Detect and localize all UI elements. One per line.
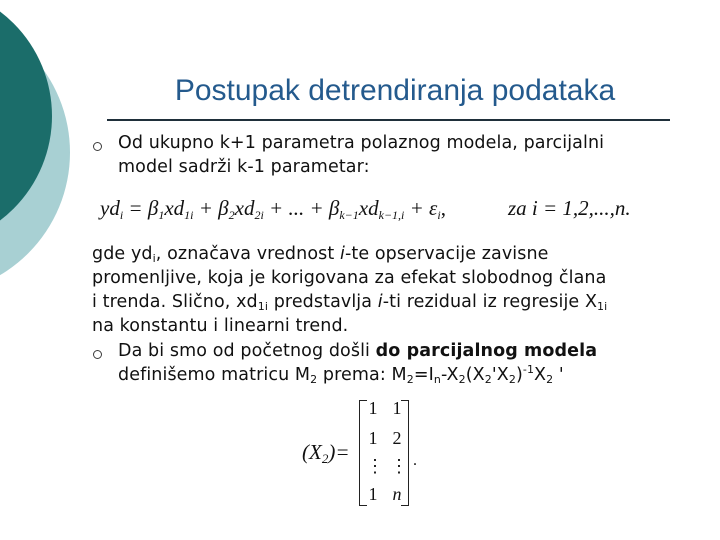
explanation-line-3: i trenda. Slično, $xd_{1i}$ predstavlja i-ti rezidual iz regresije $X_{1i}$: [92, 292, 608, 313]
matrix-cell: ⋮: [366, 456, 384, 476]
bullet-1-line-2: model sadrži k-1 parametar:: [118, 157, 370, 177]
regression-formula: $yd_i = \beta_1xd_{1i} + \beta_2xd_{2i}$ + ... + $\beta_{k-1}xd_{k-1,i} + \varepsilon_i$,: [100, 196, 446, 222]
matrix-cell: 1: [368, 428, 378, 448]
bullet-circle-icon: [93, 350, 102, 359]
matrix-cell: 1: [392, 398, 402, 418]
formula-condition: za i = 1,2,...,n.: [508, 196, 631, 220]
explanation-line-4: na konstantu i linearni trend.: [92, 316, 349, 336]
matrix-x2: [302, 396, 422, 512]
slide-title: Postupak detrendiranja podataka: [174, 74, 616, 107]
matrix-cell: n: [392, 484, 402, 504]
matrix-lhs: $(X_2)=$: [302, 440, 350, 466]
matrix-cell: ⋮: [390, 456, 408, 476]
matrix-cell: 1: [368, 484, 378, 504]
explanation-line-1: gde $yd_i$, označava vrednost i-te opservacije zavisne: [92, 244, 549, 265]
matrix-cell: 1: [368, 398, 378, 418]
formula-comma: ,: [440, 196, 446, 220]
explanation-paragraph: [92, 242, 607, 338]
matrix-trailing-dot: .: [413, 452, 417, 469]
bullet-1-text: [118, 131, 604, 179]
title-divider: [107, 119, 670, 121]
bullet-circle-icon: [93, 142, 102, 151]
matrix-cell: 2: [392, 428, 402, 448]
bullet-1-line-1: Od ukupno k+1 parametra polaznog modela, parcijalni: [118, 133, 605, 153]
bullet-2-text: [118, 339, 597, 387]
bullet-2-line-2: definišemo matricu $M_2$ prema: $M_2=I_n-X_2(X_2'X_2)^{-1}X_2$ ': [118, 363, 564, 386]
bullet-2-line-1: Da bi smo od početnog došli do parcijalnog modela: [118, 341, 598, 361]
explanation-line-2: promenljive, koja je korigovana za efekat slobodnog člana: [92, 268, 607, 288]
